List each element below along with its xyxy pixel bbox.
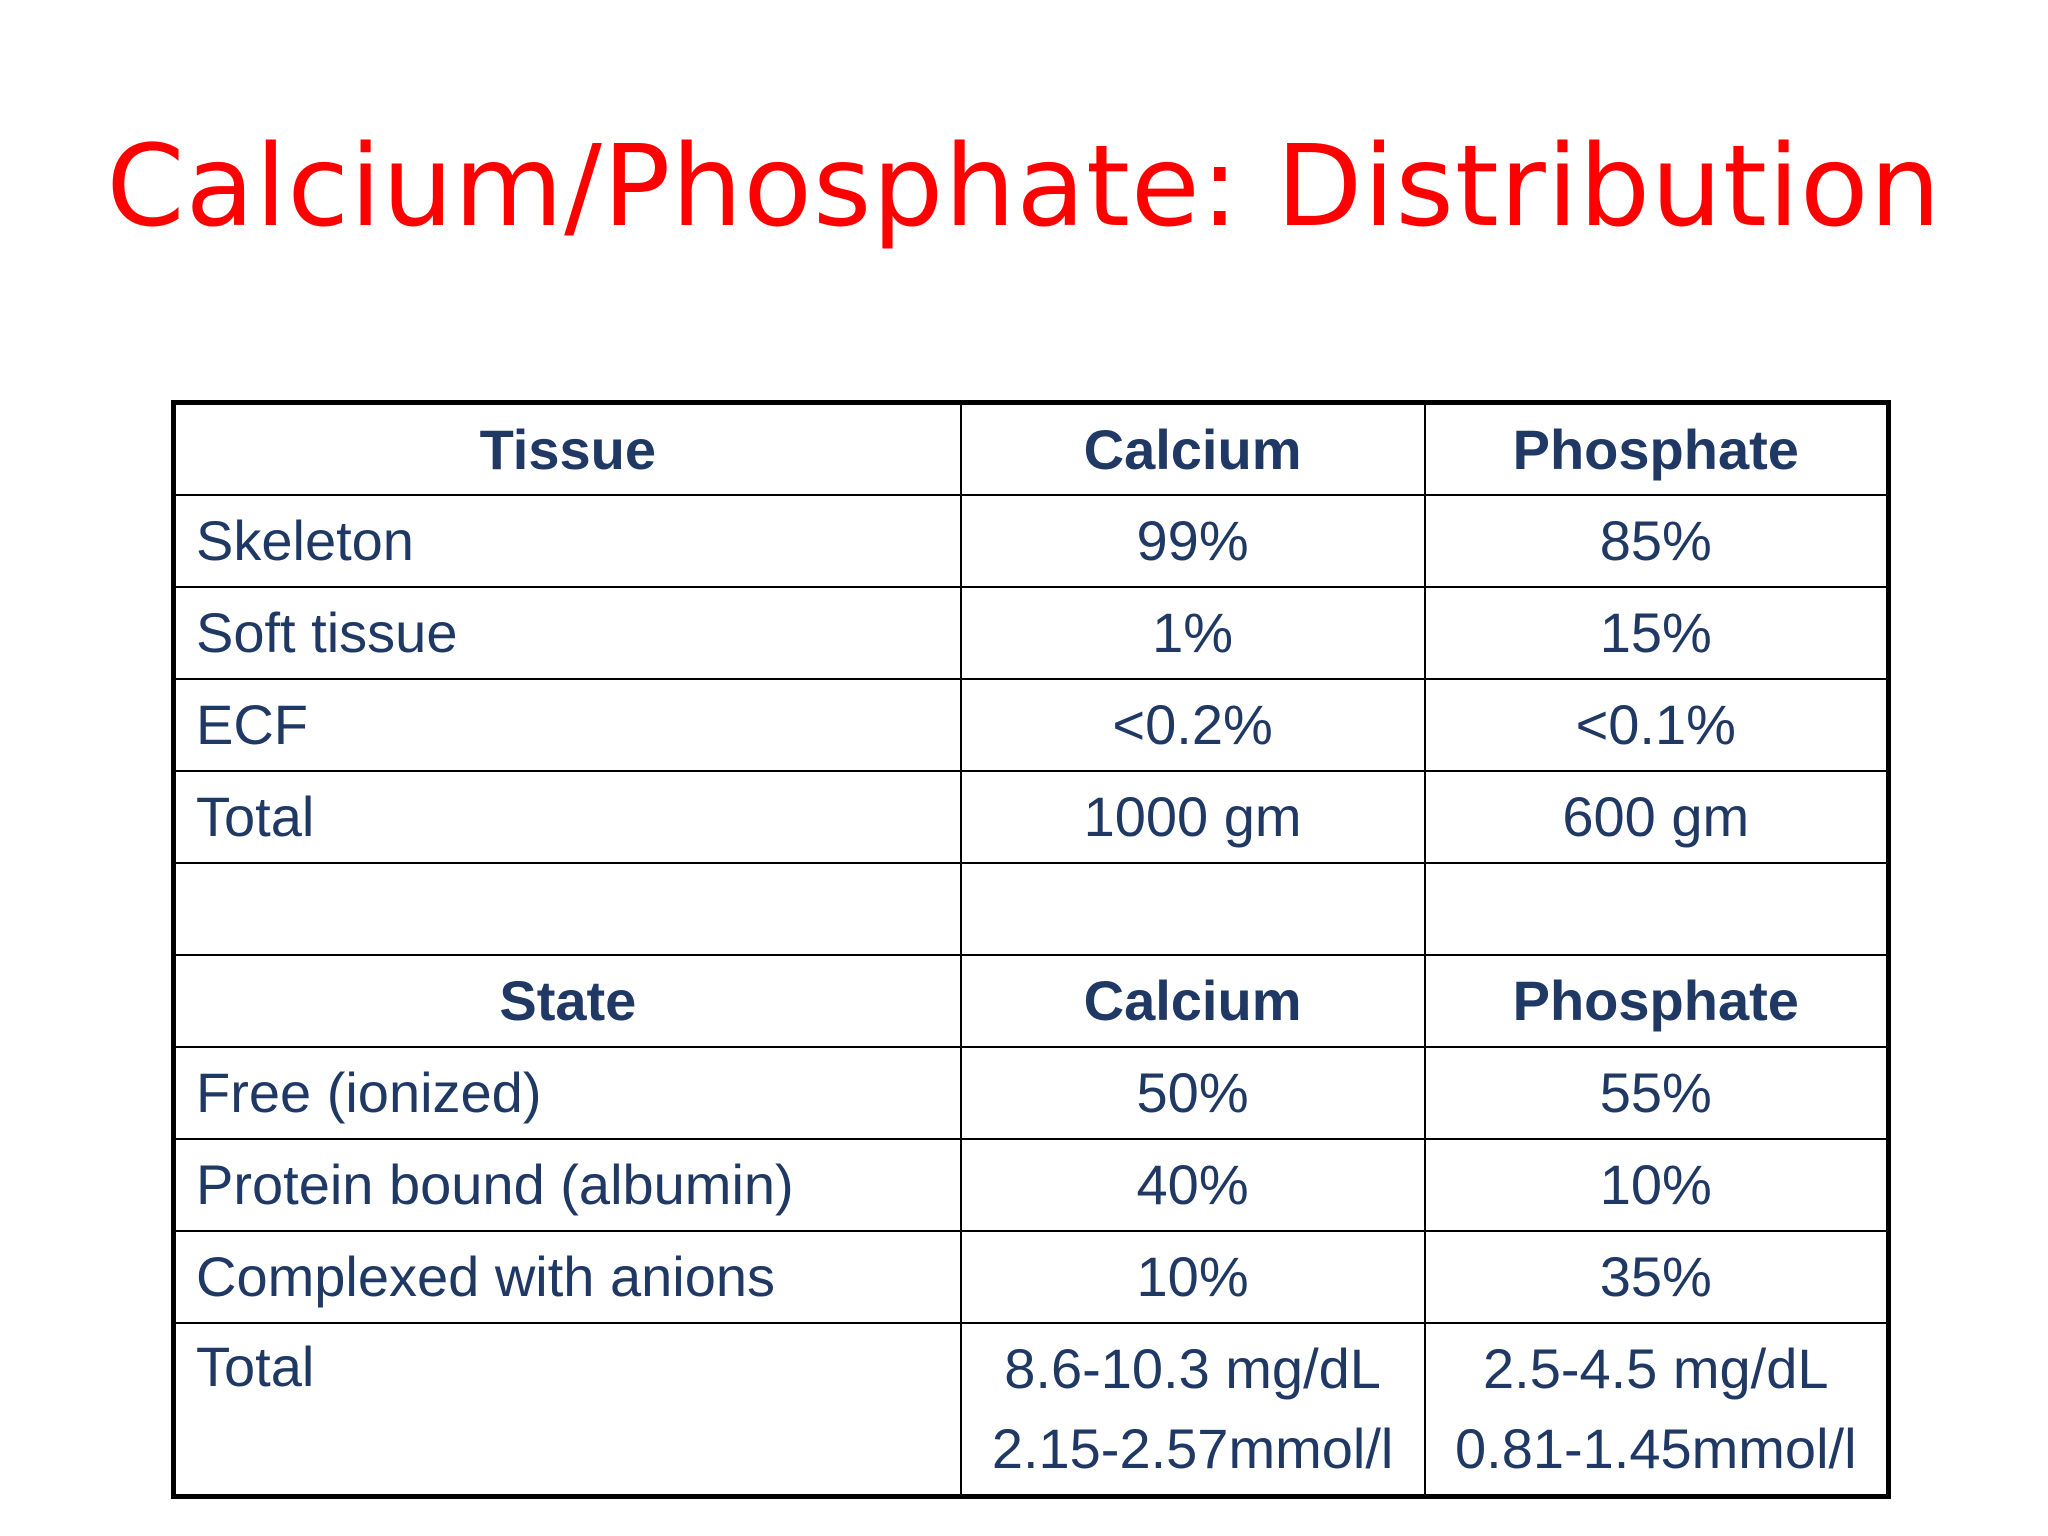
phosphate-total-mgdl: 2.5-4.5 mg/dL — [1482, 1336, 1829, 1400]
slide-title: Calcium/Phosphate: Distribution — [106, 122, 1942, 252]
empty-spacer-row — [174, 863, 1889, 955]
row-label: Protein bound (albumin) — [174, 1139, 961, 1231]
phosphate-value: 15% — [1425, 587, 1889, 679]
header-tissue: Tissue — [174, 403, 961, 495]
table-row — [174, 679, 1889, 771]
empty-cell — [1425, 863, 1889, 955]
row-label: Total — [174, 1323, 961, 1497]
calcium-value: 10% — [961, 1231, 1425, 1323]
tissue-header-row — [174, 403, 1889, 495]
table-row — [174, 771, 1889, 863]
calcium-total — [961, 1323, 1425, 1497]
empty-cell — [174, 863, 961, 955]
header-phosphate: Phosphate — [1425, 955, 1889, 1047]
calcium-value: 1% — [961, 587, 1425, 679]
calcium-value: 40% — [961, 1139, 1425, 1231]
table-row — [174, 1047, 1889, 1139]
empty-cell — [961, 863, 1425, 955]
table-row — [174, 1231, 1889, 1323]
header-state: State — [174, 955, 961, 1047]
calcium-value: 99% — [961, 495, 1425, 587]
phosphate-total-mmol: 0.81-1.45mmol/l — [1455, 1416, 1857, 1480]
row-label: Complexed with anions — [174, 1231, 961, 1323]
state-header-row — [174, 955, 1889, 1047]
distribution-table — [171, 400, 1891, 1499]
phosphate-value: 35% — [1425, 1231, 1889, 1323]
header-calcium: Calcium — [961, 403, 1425, 495]
row-label: Skeleton — [174, 495, 961, 587]
header-phosphate: Phosphate — [1425, 403, 1889, 495]
phosphate-value: 600 gm — [1425, 771, 1889, 863]
table-row — [174, 495, 1889, 587]
phosphate-value: 85% — [1425, 495, 1889, 587]
header-calcium: Calcium — [961, 955, 1425, 1047]
row-label: Soft tissue — [174, 587, 961, 679]
calcium-total-mgdl: 8.6-10.3 mg/dL — [1004, 1336, 1381, 1400]
phosphate-value: 10% — [1425, 1139, 1889, 1231]
row-label: Total — [174, 771, 961, 863]
total-row — [174, 1323, 1889, 1497]
calcium-value: <0.2% — [961, 679, 1425, 771]
phosphate-value: 55% — [1425, 1047, 1889, 1139]
table-row — [174, 587, 1889, 679]
phosphate-total — [1425, 1323, 1889, 1497]
row-label: Free (ionized) — [174, 1047, 961, 1139]
table-row — [174, 1139, 1889, 1231]
calcium-total-mmol: 2.15-2.57mmol/l — [991, 1416, 1394, 1480]
row-label: ECF — [174, 679, 961, 771]
phosphate-value: <0.1% — [1425, 679, 1889, 771]
calcium-value: 1000 gm — [961, 771, 1425, 863]
calcium-value: 50% — [961, 1047, 1425, 1139]
